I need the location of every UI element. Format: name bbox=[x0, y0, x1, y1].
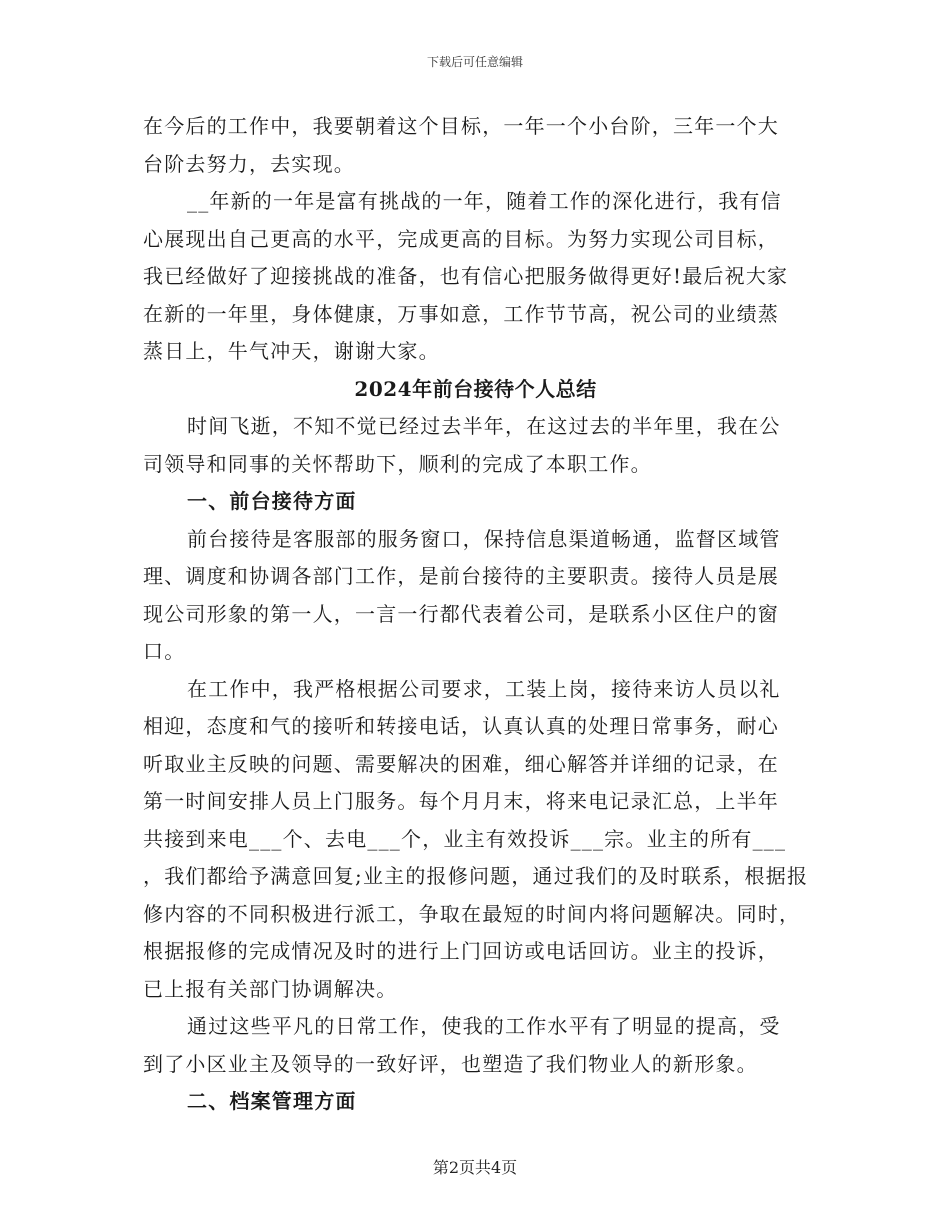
paragraph-line: 现公司形象的第一人，一言一行都代表着公司，是联系小区住户的窗 bbox=[143, 601, 779, 626]
paragraph-line: 台阶去努力，去实现。 bbox=[143, 151, 355, 176]
page-number: 第2页共4页 bbox=[432, 1158, 518, 1177]
paragraph-line: 共接到来电___个、去电___个，业主有效投诉___宗。业主的所有___ bbox=[143, 826, 787, 851]
paragraph-line: 通过这些平凡的日常工作，使我的工作水平有了明显的提高，受 bbox=[187, 1014, 781, 1038]
paragraph-line: 时间飞逝，不知不觉已经过去半年，在这过去的半年里，我在公 bbox=[187, 414, 781, 438]
paragraph-line: 到了小区业主及领导的一致好评，也塑造了我们物业人的新形象。 bbox=[143, 1051, 758, 1076]
paragraph-line: 司领导和同事的关怀帮助下，顺利的完成了本职工作。 bbox=[143, 451, 652, 476]
paragraph-line: 在今后的工作中，我要朝着这个目标，一年一个小台阶，三年一个大 bbox=[143, 114, 779, 138]
paragraph-line: 口。 bbox=[143, 639, 186, 663]
header-note: 下载后可任意编辑 bbox=[426, 55, 523, 69]
paragraph-line: 修内容的不同积极进行派工，争取在最短的时间内将问题解决。同时， bbox=[143, 901, 801, 926]
paragraph-line: 根据报修的完成情况及时的进行上门回访或电话回访。业主的投诉， bbox=[143, 939, 779, 963]
paragraph-line: 相迎，态度和气的接听和转接电话，认真认真的处理日常事务，耐心 bbox=[143, 714, 779, 738]
document-title: 2024年前台接待个人总结 bbox=[354, 376, 597, 401]
paragraph-line: 听取业主反映的问题、需要解决的困难，细心解答并详细的记录，在 bbox=[143, 751, 779, 776]
paragraph-line: 第一时间安排人员上门服务。每个月月末，将来电记录汇总，上半年 bbox=[143, 789, 779, 813]
paragraph-line: 已上报有关部门协调解决。 bbox=[143, 976, 398, 1001]
paragraph-line: 蒸日上，牛气冲天，谢谢大家。 bbox=[143, 339, 440, 363]
paragraph-line: 在新的一年里，身体健康，万事如意，工作节节高，祝公司的业绩蒸 bbox=[143, 301, 779, 326]
paragraph-line: 心展现出自己更高的水平，完成更高的目标。为努力实现公司目标， bbox=[143, 226, 779, 251]
paragraph-line: 我已经做好了迎接挑战的准备，也有信心把服务做得更好!最后祝大家 bbox=[143, 264, 789, 288]
paragraph-line: ，我们都给予满意回复;业主的报修问题，通过我们的及时联系，根据报 bbox=[143, 864, 808, 888]
paragraph-line: __年新的一年是富有挑战的一年，随着工作的深化进行，我有信 bbox=[187, 189, 782, 213]
paragraph-line: 前台接待是客服部的服务窗口，保持信息渠道畅通，监督区域管 bbox=[187, 526, 781, 551]
section-heading-reception: 一、前台接待方面 bbox=[187, 489, 357, 513]
paragraph-line: 理、调度和协调各部门工作，是前台接待的主要职责。接待人员是展 bbox=[143, 564, 779, 588]
paragraph-line: 在工作中，我严格根据公司要求，工装上岗，接待来访人员以礼 bbox=[187, 676, 781, 701]
section-heading-archive: 二、档案管理方面 bbox=[187, 1089, 357, 1113]
document-body bbox=[143, 108, 808, 1121]
